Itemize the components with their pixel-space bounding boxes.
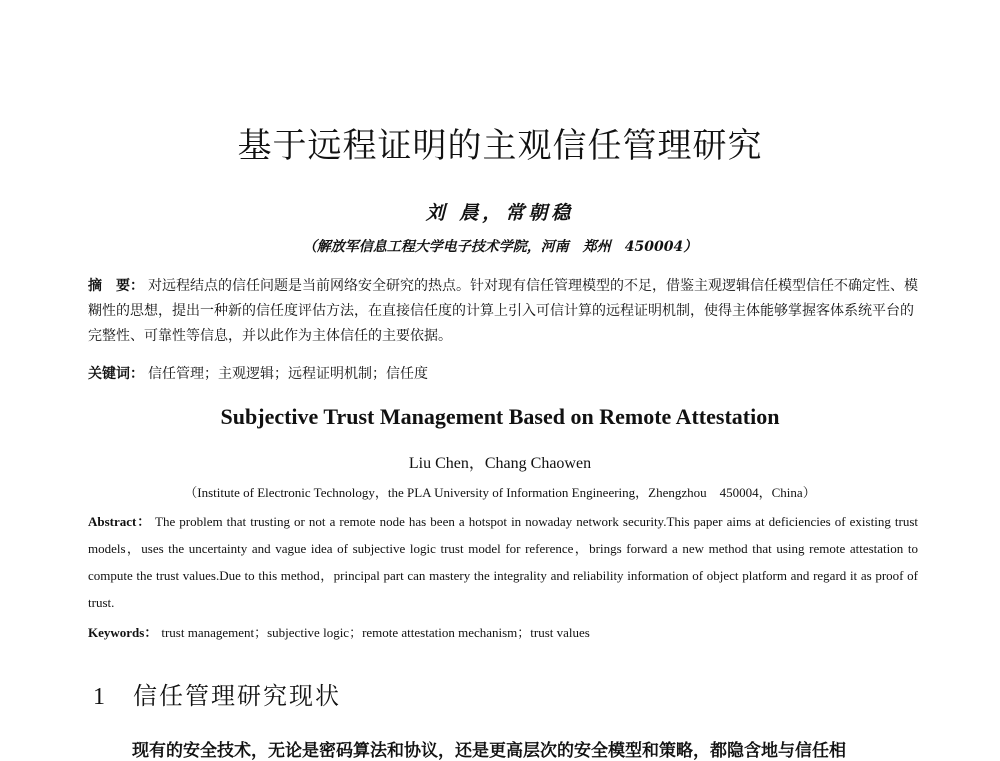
body-paragraph: 现有的安全技术，无论是密码算法和协议，还是更高层次的安全模型和策略，都隐含地与信任相: [132, 741, 846, 761]
chinese-keywords: [88, 362, 918, 387]
english-keywords-text: trust management；subjective logic；remote attestation mechanism；trust values: [161, 625, 590, 640]
chinese-abstract: [88, 274, 918, 349]
chinese-abstract-label: 摘 要：: [88, 278, 144, 294]
section-title: 信任管理研究现状: [133, 682, 341, 710]
chinese-authors: 刘 晨，常朝稳: [425, 202, 575, 224]
english-authors: Liu Chen，Chang Chaowen: [408, 455, 592, 472]
english-abstract-text: The problem that trusting or not a remote node has been a hotspot in nowaday network security.This paper aims at deficiencies of existing trust models，uses the uncertainty and vague idea of subjective logic trust model for reference，brings forward a new method that using remote attestation to compute the trust values.Due to this method，principal part can mastery the integrality and reliability information of object platform and regard it as proof of trust.: [88, 514, 918, 610]
english-abstract: [88, 508, 918, 616]
english-keywords: [88, 622, 918, 641]
section-heading: [93, 676, 341, 711]
chinese-title: 基于远程证明的主观信任管理研究: [237, 126, 763, 166]
english-title: Subjective Trust Management Based on Remote Attestation: [220, 404, 780, 429]
english-abstract-label: Abstract：: [88, 514, 152, 529]
english-affiliation: （Institute of Electronic Technology，the PLA University of Information Engineering，Zhengzhou 450004，China）: [184, 485, 816, 500]
english-keywords-label: Keywords：: [88, 625, 158, 640]
section-number: 1: [93, 684, 107, 710]
chinese-abstract-text: 对远程结点的信任问题是当前网络安全研究的热点。针对现有信任管理模型的不足，借鉴主观逻辑信任模型信任不确定性、模糊性的思想，提出一种新的信任度评估方法，在直接信任度的计算上引入可信计算的远程证明机制，使得主体能够掌握客体系统平台的完整性、可靠性等信息，并以此作为主体信任的主要依据。: [88, 278, 918, 344]
chinese-keywords-label: 关键词：: [88, 366, 144, 382]
chinese-affiliation: （解放军信息工程大学电子技术学院，河南 郑州 450004）: [302, 239, 698, 255]
chinese-keywords-text: 信任管理；主观逻辑；远程证明机制；信任度: [148, 366, 428, 382]
